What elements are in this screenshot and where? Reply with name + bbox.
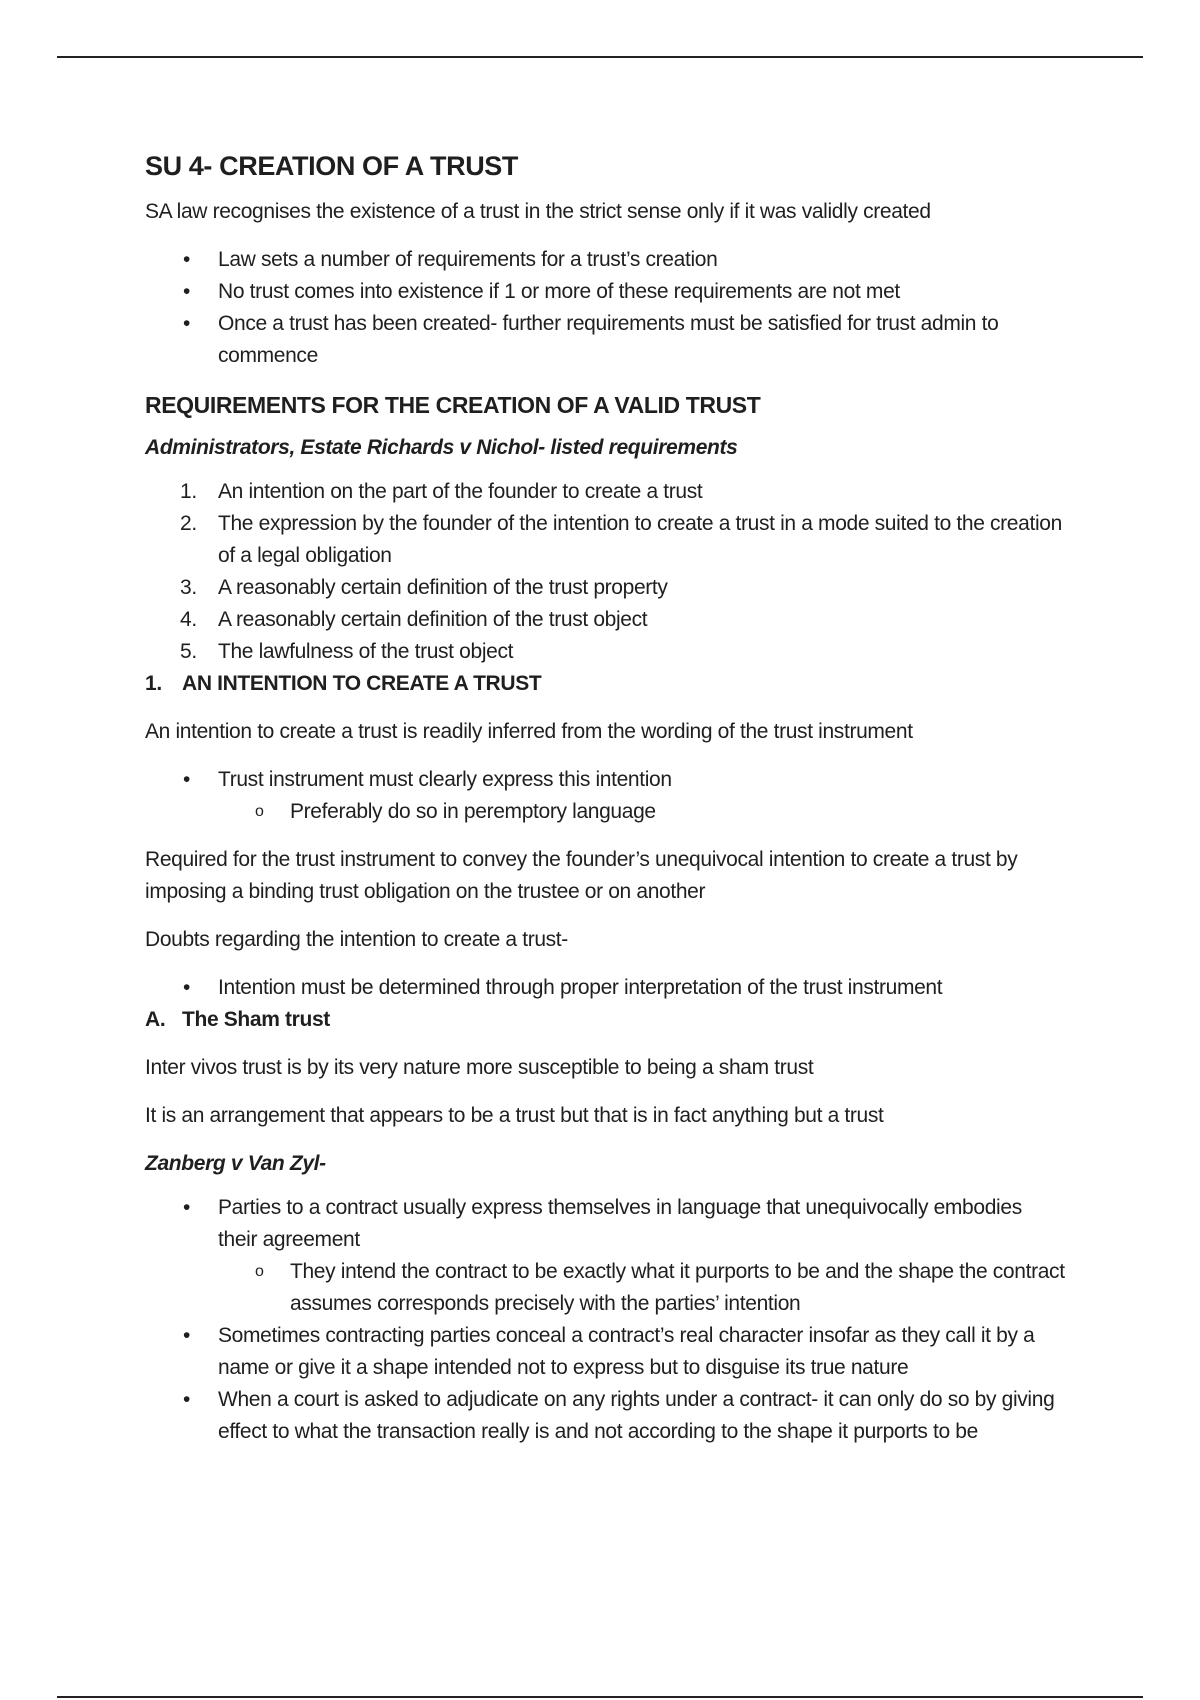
bullet-icon: •	[183, 248, 191, 271]
bullet-icon: •	[183, 768, 191, 791]
bullet-icon: •	[183, 280, 191, 303]
list-item: 5. The lawfulness of the trust object	[180, 640, 514, 663]
circle-bullet-icon: o	[255, 1263, 264, 1280]
sub-list-item: o Preferably do so in peremptory language	[145, 796, 1065, 828]
list-item: • Parties to a contract usually express themselves in language that unequivocally embodies their agreement	[145, 1192, 1065, 1256]
bullet-list	[145, 972, 1065, 1004]
requirements-list	[145, 476, 1065, 668]
list-item: • Law sets a number of requirements for a trust’s creation	[145, 244, 1065, 276]
section-heading-intention: 1. AN INTENTION TO CREATE A TRUST	[145, 672, 542, 695]
bullet-icon: •	[183, 1324, 191, 1347]
bullet-list	[145, 764, 1065, 828]
requirements-heading: REQUIREMENTS FOR THE CREATION OF A VALID TRUST	[145, 392, 761, 418]
circle-bullet-icon: o	[255, 803, 264, 820]
document-body	[145, 148, 1065, 1464]
bullet-icon: •	[183, 312, 191, 335]
sub-list-item: o They intend the contract to be exactly what it purports to be and the shape the contract assumes corresponds precisely with the parties’ intention	[145, 1256, 1065, 1320]
footer-rule	[57, 1696, 1143, 1698]
intro-bullet-list	[145, 244, 1065, 372]
list-item: • Intention must be determined through proper interpretation of the trust instrument	[145, 972, 1065, 1004]
list-item: 2. The expression by the founder of the intention to create a trust in a mode suited to the creation of a legal obligation	[180, 512, 1062, 567]
list-item: • Sometimes contracting parties conceal a contract’s real character insofar as they call it by a name or give it a shape intended not to express but to disguise its true nature	[145, 1320, 1065, 1384]
bullet-list	[145, 1192, 1065, 1448]
list-item: 4. A reasonably certain definition of the trust object	[180, 608, 648, 631]
header-rule	[57, 56, 1143, 58]
bullet-icon: •	[183, 976, 191, 999]
list-item: • Once a trust has been created- further requirements must be satisfied for trust admin to commence	[145, 308, 1065, 372]
list-item: • No trust comes into existence if 1 or more of these requirements are not met	[145, 276, 1065, 308]
paragraph: Inter vivos trust is by its very nature more susceptible to being a sham trust	[145, 1056, 814, 1079]
paragraph: An intention to create a trust is readily inferred from the wording of the trust instrument	[145, 720, 913, 743]
intro-paragraph: SA law recognises the existence of a trust in the strict sense only if it was validly created	[145, 200, 931, 223]
case-citation: Zanberg v Van Zyl-	[145, 1152, 326, 1175]
list-item: 1. An intention on the part of the founder to create a trust	[180, 480, 703, 503]
bullet-icon: •	[183, 1196, 191, 1219]
list-item: • Trust instrument must clearly express this intention	[145, 764, 1065, 796]
paragraph: Required for the trust instrument to convey the founder’s unequivocal intention to create a trust by imposing a binding trust obligation on the trustee or on another	[145, 848, 1018, 903]
list-item: • When a court is asked to adjudicate on any rights under a contract- it can only do so by giving effect to what the transaction really is and not according to the shape it purports to be	[145, 1384, 1065, 1448]
bullet-icon: •	[183, 1388, 191, 1411]
list-item: 3. A reasonably certain definition of the trust property	[180, 576, 668, 599]
case-citation: Administrators, Estate Richards v Nichol- listed requirements	[145, 436, 738, 459]
paragraph: It is an arrangement that appears to be a trust but that is in fact anything but a trust	[145, 1104, 884, 1127]
page-title: SU 4- CREATION OF A TRUST	[145, 151, 518, 181]
section-heading-sham-trust: A. The Sham trust	[145, 1008, 330, 1031]
paragraph: Doubts regarding the intention to create a trust-	[145, 928, 568, 951]
